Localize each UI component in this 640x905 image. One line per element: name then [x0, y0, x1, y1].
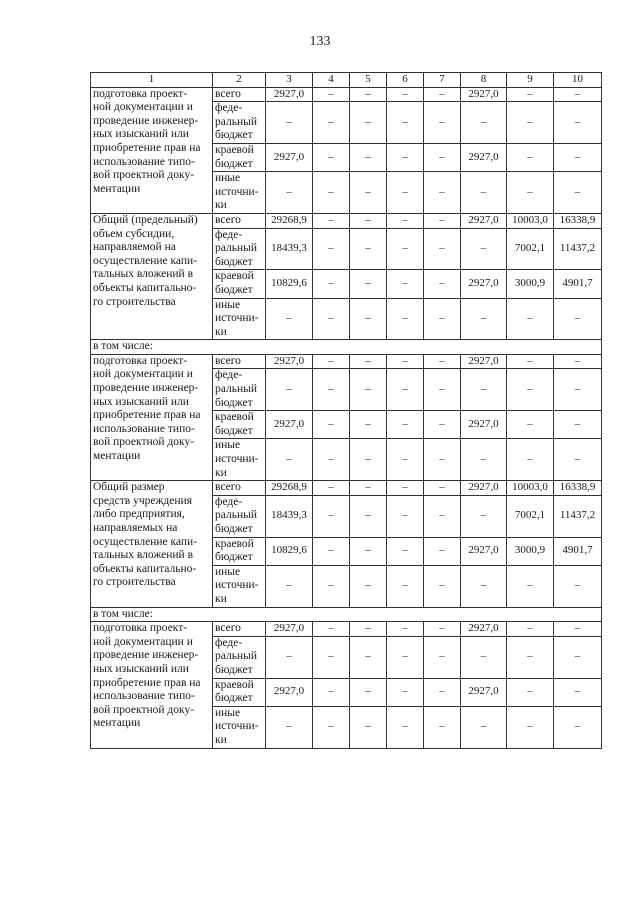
value-cell: –: [461, 298, 507, 340]
value-cell: –: [554, 298, 602, 340]
value-cell: 11437,2: [554, 495, 602, 537]
value-cell: –: [313, 87, 350, 102]
header-cell: 9: [507, 73, 554, 88]
value-cell: –: [424, 636, 461, 678]
header-cell: 6: [387, 73, 424, 88]
funding-source-cell: феде- ральный бюджет: [213, 495, 266, 537]
value-cell: –: [461, 706, 507, 748]
value-cell: –: [313, 565, 350, 607]
value-cell: 2927,0: [461, 143, 507, 171]
value-cell: –: [424, 706, 461, 748]
value-cell: –: [387, 481, 424, 496]
funding-source-cell: феде- ральный бюджет: [213, 369, 266, 411]
value-cell: –: [313, 636, 350, 678]
value-cell: –: [313, 172, 350, 214]
value-cell: –: [424, 298, 461, 340]
value-cell: –: [424, 270, 461, 298]
value-cell: –: [387, 270, 424, 298]
funding-source-cell: иные источни- ки: [213, 172, 266, 214]
funding-source-cell: краевой бюджет: [213, 270, 266, 298]
value-cell: –: [424, 143, 461, 171]
value-cell: –: [387, 172, 424, 214]
value-cell: 10003,0: [507, 213, 554, 228]
item-name-cell: Общий размер средств учреждения либо предприятия, направляемых на осуществление капи- тальных вложений в объекты капитально- го строительства: [91, 481, 213, 607]
value-cell: –: [387, 143, 424, 171]
subheader-row: [91, 607, 602, 622]
value-cell: –: [424, 481, 461, 496]
value-cell: –: [554, 102, 602, 144]
value-cell: –: [507, 706, 554, 748]
value-cell: –: [350, 298, 387, 340]
value-cell: –: [313, 213, 350, 228]
value-cell: –: [554, 87, 602, 102]
value-cell: 2927,0: [461, 622, 507, 637]
funding-source-cell: краевой бюджет: [213, 678, 266, 706]
value-cell: –: [461, 228, 507, 270]
value-cell: –: [350, 369, 387, 411]
value-cell: 2927,0: [461, 354, 507, 369]
value-cell: –: [350, 678, 387, 706]
value-cell: –: [313, 228, 350, 270]
value-cell: –: [313, 439, 350, 481]
value-cell: –: [554, 411, 602, 439]
value-cell: –: [350, 213, 387, 228]
funding-source-cell: всего: [213, 622, 266, 637]
value-cell: –: [461, 565, 507, 607]
value-cell: –: [554, 678, 602, 706]
funding-source-cell: иные источни- ки: [213, 439, 266, 481]
value-cell: 18439,3: [266, 495, 313, 537]
budget-table: [90, 72, 602, 749]
page-number: 133: [309, 34, 331, 49]
value-cell: –: [350, 439, 387, 481]
value-cell: 2927,0: [461, 87, 507, 102]
value-cell: 2927,0: [461, 481, 507, 496]
header-cell: 3: [266, 73, 313, 88]
value-cell: –: [424, 102, 461, 144]
value-cell: 29268,9: [266, 481, 313, 496]
value-cell: 7002,1: [507, 228, 554, 270]
value-cell: –: [313, 102, 350, 144]
value-cell: 2927,0: [266, 354, 313, 369]
item-name-cell: подготовка проект- ной документации и проведение инженер- ных изысканий или приобретение прав на использование типо- вой проектной доку- ментации: [91, 354, 213, 480]
value-cell: –: [507, 439, 554, 481]
table-row: [91, 622, 602, 637]
value-cell: –: [507, 565, 554, 607]
value-cell: 2927,0: [266, 678, 313, 706]
value-cell: 2927,0: [266, 411, 313, 439]
value-cell: –: [507, 369, 554, 411]
value-cell: –: [554, 369, 602, 411]
value-cell: –: [387, 439, 424, 481]
value-cell: –: [424, 172, 461, 214]
value-cell: –: [387, 622, 424, 637]
table-body: [91, 73, 602, 749]
value-cell: 2927,0: [461, 537, 507, 565]
value-cell: –: [350, 495, 387, 537]
funding-source-cell: краевой бюджет: [213, 411, 266, 439]
value-cell: –: [507, 354, 554, 369]
header-cell: 2: [213, 73, 266, 88]
value-cell: –: [313, 369, 350, 411]
value-cell: –: [424, 565, 461, 607]
value-cell: –: [266, 172, 313, 214]
value-cell: –: [554, 636, 602, 678]
funding-source-cell: всего: [213, 354, 266, 369]
value-cell: –: [387, 87, 424, 102]
funding-source-cell: всего: [213, 87, 266, 102]
value-cell: –: [554, 565, 602, 607]
subheader-cell: в том числе:: [91, 607, 602, 622]
funding-source-cell: краевой бюджет: [213, 537, 266, 565]
table-row: [91, 213, 602, 228]
value-cell: 2927,0: [461, 213, 507, 228]
value-cell: –: [554, 143, 602, 171]
value-cell: –: [424, 622, 461, 637]
value-cell: –: [350, 706, 387, 748]
value-cell: –: [461, 172, 507, 214]
value-cell: 2927,0: [461, 678, 507, 706]
value-cell: –: [266, 439, 313, 481]
header-cell: 5: [350, 73, 387, 88]
value-cell: –: [554, 706, 602, 748]
value-cell: –: [507, 172, 554, 214]
value-cell: –: [266, 298, 313, 340]
value-cell: –: [424, 369, 461, 411]
table-row: [91, 481, 602, 496]
value-cell: –: [387, 369, 424, 411]
value-cell: –: [387, 636, 424, 678]
value-cell: –: [507, 143, 554, 171]
value-cell: –: [313, 678, 350, 706]
value-cell: –: [507, 636, 554, 678]
value-cell: 10829,6: [266, 270, 313, 298]
value-cell: –: [313, 481, 350, 496]
funding-source-cell: иные источни- ки: [213, 565, 266, 607]
funding-source-cell: феде- ральный бюджет: [213, 102, 266, 144]
value-cell: 10829,6: [266, 537, 313, 565]
subheader-cell: в том числе:: [91, 340, 602, 355]
value-cell: –: [387, 102, 424, 144]
funding-source-cell: феде- ральный бюджет: [213, 636, 266, 678]
value-cell: –: [350, 622, 387, 637]
value-cell: –: [387, 678, 424, 706]
value-cell: –: [387, 565, 424, 607]
value-cell: –: [554, 439, 602, 481]
subheader-row: [91, 340, 602, 355]
value-cell: 3000,9: [507, 270, 554, 298]
value-cell: 3000,9: [507, 537, 554, 565]
value-cell: –: [387, 706, 424, 748]
header-cell: 1: [91, 73, 213, 88]
value-cell: –: [266, 565, 313, 607]
value-cell: 4901,7: [554, 270, 602, 298]
value-cell: 2927,0: [266, 143, 313, 171]
funding-source-cell: феде- ральный бюджет: [213, 228, 266, 270]
value-cell: –: [507, 411, 554, 439]
value-cell: –: [350, 636, 387, 678]
header-cell: 4: [313, 73, 350, 88]
value-cell: –: [424, 354, 461, 369]
value-cell: 7002,1: [507, 495, 554, 537]
value-cell: –: [313, 706, 350, 748]
value-cell: –: [424, 537, 461, 565]
value-cell: –: [266, 369, 313, 411]
value-cell: 2927,0: [266, 622, 313, 637]
value-cell: 16338,9: [554, 481, 602, 496]
value-cell: 10003,0: [507, 481, 554, 496]
funding-source-cell: иные источни- ки: [213, 298, 266, 340]
value-cell: –: [461, 636, 507, 678]
value-cell: –: [313, 411, 350, 439]
value-cell: –: [387, 495, 424, 537]
header-cell: 10: [554, 73, 602, 88]
value-cell: –: [350, 172, 387, 214]
value-cell: –: [554, 622, 602, 637]
value-cell: –: [507, 298, 554, 340]
table-row: [91, 354, 602, 369]
funding-source-cell: всего: [213, 213, 266, 228]
value-cell: –: [350, 537, 387, 565]
value-cell: –: [266, 706, 313, 748]
value-cell: –: [461, 495, 507, 537]
value-cell: 4901,7: [554, 537, 602, 565]
value-cell: –: [507, 622, 554, 637]
value-cell: –: [350, 102, 387, 144]
header-cell: 7: [424, 73, 461, 88]
value-cell: –: [461, 439, 507, 481]
value-cell: –: [554, 354, 602, 369]
value-cell: –: [313, 495, 350, 537]
value-cell: –: [424, 678, 461, 706]
value-cell: –: [507, 678, 554, 706]
value-cell: –: [554, 172, 602, 214]
funding-source-cell: всего: [213, 481, 266, 496]
value-cell: –: [313, 622, 350, 637]
value-cell: –: [313, 143, 350, 171]
value-cell: –: [387, 213, 424, 228]
table-row: [91, 87, 602, 102]
value-cell: –: [424, 411, 461, 439]
item-name-cell: подготовка проект- ной документации и проведение инженер- ных изысканий или приобретение прав на использование типо- вой проектной доку- ментации: [91, 622, 213, 748]
value-cell: –: [387, 537, 424, 565]
value-cell: –: [461, 102, 507, 144]
value-cell: 18439,3: [266, 228, 313, 270]
value-cell: –: [424, 495, 461, 537]
value-cell: –: [313, 298, 350, 340]
value-cell: –: [387, 228, 424, 270]
value-cell: 29268,9: [266, 213, 313, 228]
value-cell: –: [387, 354, 424, 369]
value-cell: –: [424, 87, 461, 102]
value-cell: –: [424, 228, 461, 270]
value-cell: 2927,0: [461, 270, 507, 298]
value-cell: –: [266, 636, 313, 678]
value-cell: –: [350, 87, 387, 102]
value-cell: –: [350, 411, 387, 439]
value-cell: –: [350, 565, 387, 607]
value-cell: –: [387, 298, 424, 340]
value-cell: –: [507, 102, 554, 144]
value-cell: –: [313, 354, 350, 369]
value-cell: –: [313, 270, 350, 298]
value-cell: –: [313, 537, 350, 565]
value-cell: –: [350, 481, 387, 496]
value-cell: –: [350, 354, 387, 369]
value-cell: –: [266, 102, 313, 144]
value-cell: 2927,0: [266, 87, 313, 102]
value-cell: –: [424, 213, 461, 228]
value-cell: –: [507, 87, 554, 102]
value-cell: 2927,0: [461, 411, 507, 439]
funding-source-cell: краевой бюджет: [213, 143, 266, 171]
value-cell: –: [387, 411, 424, 439]
funding-source-cell: иные источни- ки: [213, 706, 266, 748]
item-name-cell: Общий (предельный) объем субсидии, направляемой на осуществление капи- тальных вложений в объекты капитально- го строительства: [91, 213, 213, 339]
header-cell: 8: [461, 73, 507, 88]
value-cell: –: [424, 439, 461, 481]
value-cell: –: [350, 228, 387, 270]
value-cell: 16338,9: [554, 213, 602, 228]
value-cell: –: [461, 369, 507, 411]
value-cell: –: [350, 270, 387, 298]
header-row: [91, 73, 602, 88]
value-cell: –: [350, 143, 387, 171]
item-name-cell: подготовка проект- ной документации и проведение инженер- ных изысканий или приобретение прав на использование типо- вой проектной доку- ментации: [91, 87, 213, 213]
value-cell: 11437,2: [554, 228, 602, 270]
